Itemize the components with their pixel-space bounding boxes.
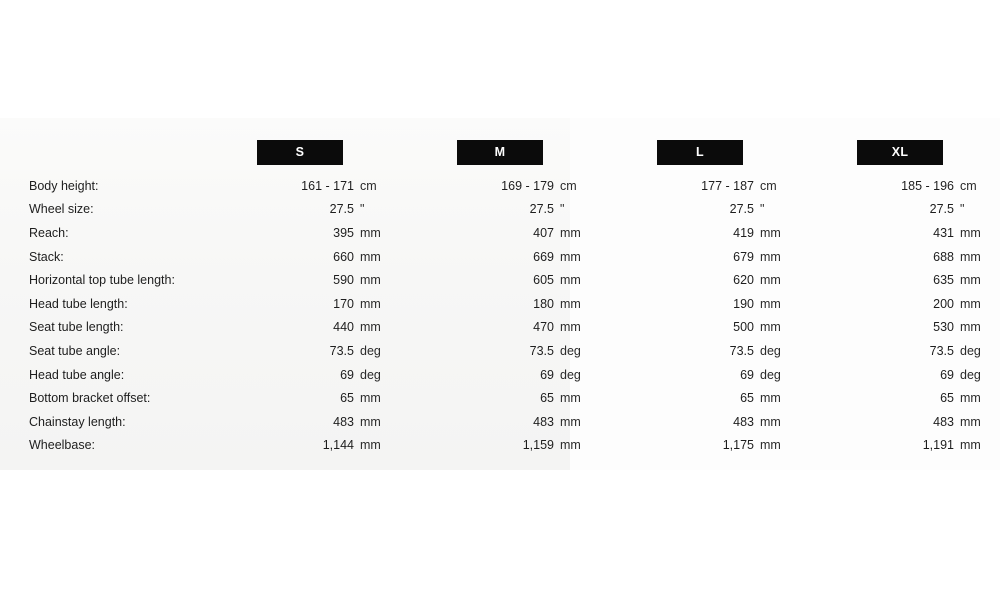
row-unit-l: mm <box>760 414 781 429</box>
row-unit-xl: mm <box>960 414 981 429</box>
row-label: Seat tube length: <box>29 320 124 335</box>
table-row <box>0 268 1000 292</box>
row-label: Body height: <box>29 178 99 193</box>
row-unit-m: cm <box>560 178 577 193</box>
row-unit-s: mm <box>360 296 381 311</box>
row-unit-s: mm <box>360 273 381 288</box>
row-value-xl: 530 <box>933 320 954 335</box>
geometry-table-body <box>0 174 1000 457</box>
size-badge-l: L <box>657 140 743 165</box>
row-value-l: 620 <box>733 273 754 288</box>
row-unit-m: mm <box>560 249 581 264</box>
row-label: Seat tube angle: <box>29 343 121 358</box>
row-unit-l: mm <box>760 273 781 288</box>
table-row <box>0 316 1000 340</box>
row-label: Wheel size: <box>29 202 94 217</box>
table-row <box>0 174 1000 198</box>
row-unit-xl: mm <box>960 249 981 264</box>
row-value-s: 65 <box>340 391 354 406</box>
row-value-l: 27.5 <box>729 202 754 217</box>
row-label: Wheelbase: <box>29 438 96 453</box>
row-unit-m: mm <box>560 320 581 335</box>
row-label: Stack: <box>29 249 64 264</box>
row-unit-xl: mm <box>960 438 981 453</box>
row-value-l: 73.5 <box>729 343 754 358</box>
row-unit-s: mm <box>360 320 381 335</box>
row-label: Horizontal top tube length: <box>29 273 175 288</box>
row-value-l: 65 <box>740 391 754 406</box>
row-value-xl: 200 <box>933 296 954 311</box>
row-unit-s: mm <box>360 391 381 406</box>
row-value-s: 395 <box>333 225 354 240</box>
row-value-l: 69 <box>740 367 754 382</box>
row-unit-m: mm <box>560 225 581 240</box>
row-unit-l: " <box>760 202 765 217</box>
table-row <box>0 198 1000 222</box>
row-unit-xl: deg <box>960 343 981 358</box>
table-row <box>0 292 1000 316</box>
row-unit-s: cm <box>360 178 377 193</box>
row-unit-s: mm <box>360 414 381 429</box>
row-label: Reach: <box>29 225 69 240</box>
row-unit-m: " <box>560 202 565 217</box>
row-value-m: 483 <box>533 414 554 429</box>
size-header-l <box>600 130 800 174</box>
row-value-l: 1,175 <box>722 438 754 453</box>
row-value-s: 590 <box>333 273 354 288</box>
row-unit-l: mm <box>760 225 781 240</box>
row-value-m: 605 <box>533 273 554 288</box>
row-value-m: 669 <box>533 249 554 264</box>
row-unit-xl: mm <box>960 391 981 406</box>
header-spacer <box>0 130 200 174</box>
row-unit-xl: mm <box>960 225 981 240</box>
geometry-table-wrapper <box>0 130 1000 457</box>
row-value-l: 419 <box>733 225 754 240</box>
row-value-s: 27.5 <box>329 202 354 217</box>
row-label: Chainstay length: <box>29 414 126 429</box>
row-unit-xl: " <box>960 202 965 217</box>
table-row <box>0 339 1000 363</box>
row-value-xl: 73.5 <box>929 343 954 358</box>
size-header-row <box>0 130 1000 174</box>
row-value-s: 170 <box>333 296 354 311</box>
row-unit-l: mm <box>760 296 781 311</box>
row-value-s: 73.5 <box>329 343 354 358</box>
row-label: Head tube length: <box>29 296 128 311</box>
row-unit-s: mm <box>360 438 381 453</box>
row-value-m: 69 <box>540 367 554 382</box>
table-row <box>0 245 1000 269</box>
row-value-m: 407 <box>533 225 554 240</box>
row-value-m: 65 <box>540 391 554 406</box>
row-unit-m: mm <box>560 273 581 288</box>
row-value-l: 500 <box>733 320 754 335</box>
row-value-xl: 69 <box>940 367 954 382</box>
row-unit-l: deg <box>760 367 781 382</box>
row-value-xl: 431 <box>933 225 954 240</box>
row-value-l: 190 <box>733 296 754 311</box>
row-value-s: 161 - 171 <box>301 178 354 193</box>
row-value-xl: 688 <box>933 249 954 264</box>
row-unit-m: mm <box>560 391 581 406</box>
row-value-m: 180 <box>533 296 554 311</box>
row-unit-l: mm <box>760 249 781 264</box>
row-unit-m: mm <box>560 296 581 311</box>
row-value-xl: 483 <box>933 414 954 429</box>
row-value-l: 679 <box>733 249 754 264</box>
row-value-s: 660 <box>333 249 354 264</box>
table-row <box>0 363 1000 387</box>
row-unit-m: deg <box>560 367 581 382</box>
table-row <box>0 434 1000 458</box>
row-unit-xl: mm <box>960 273 981 288</box>
row-unit-s: deg <box>360 367 381 382</box>
row-unit-l: cm <box>760 178 777 193</box>
geometry-table-head <box>0 130 1000 174</box>
row-value-l: 483 <box>733 414 754 429</box>
size-header-m <box>400 130 600 174</box>
row-unit-l: mm <box>760 391 781 406</box>
row-unit-s: " <box>360 202 365 217</box>
row-value-s: 1,144 <box>322 438 354 453</box>
size-header-s <box>200 130 400 174</box>
row-label: Head tube angle: <box>29 367 125 382</box>
geometry-table <box>0 130 1000 457</box>
row-unit-m: deg <box>560 343 581 358</box>
row-unit-s: mm <box>360 249 381 264</box>
size-badge-xl: XL <box>857 140 943 165</box>
row-unit-xl: mm <box>960 320 981 335</box>
row-value-m: 169 - 179 <box>501 178 554 193</box>
row-unit-m: mm <box>560 438 581 453</box>
row-unit-m: mm <box>560 414 581 429</box>
row-unit-l: mm <box>760 320 781 335</box>
row-label: Bottom bracket offset: <box>29 391 151 406</box>
row-unit-xl: deg <box>960 367 981 382</box>
row-unit-s: deg <box>360 343 381 358</box>
row-value-s: 69 <box>340 367 354 382</box>
row-value-l: 177 - 187 <box>701 178 754 193</box>
row-unit-xl: cm <box>960 178 977 193</box>
row-value-m: 470 <box>533 320 554 335</box>
row-value-m: 73.5 <box>529 343 554 358</box>
row-value-xl: 65 <box>940 391 954 406</box>
table-row <box>0 221 1000 245</box>
row-value-xl: 1,191 <box>922 438 954 453</box>
row-unit-s: mm <box>360 225 381 240</box>
table-row <box>0 386 1000 410</box>
row-unit-l: deg <box>760 343 781 358</box>
size-header-xl <box>800 130 1000 174</box>
row-value-m: 27.5 <box>529 202 554 217</box>
row-value-s: 483 <box>333 414 354 429</box>
row-unit-l: mm <box>760 438 781 453</box>
row-value-xl: 27.5 <box>929 202 954 217</box>
row-value-m: 1,159 <box>522 438 554 453</box>
size-badge-s: S <box>257 140 343 165</box>
row-value-xl: 635 <box>933 273 954 288</box>
table-row <box>0 410 1000 434</box>
row-value-s: 440 <box>333 320 354 335</box>
size-badge-m: M <box>457 140 543 165</box>
row-unit-xl: mm <box>960 296 981 311</box>
row-value-xl: 185 - 196 <box>901 178 954 193</box>
